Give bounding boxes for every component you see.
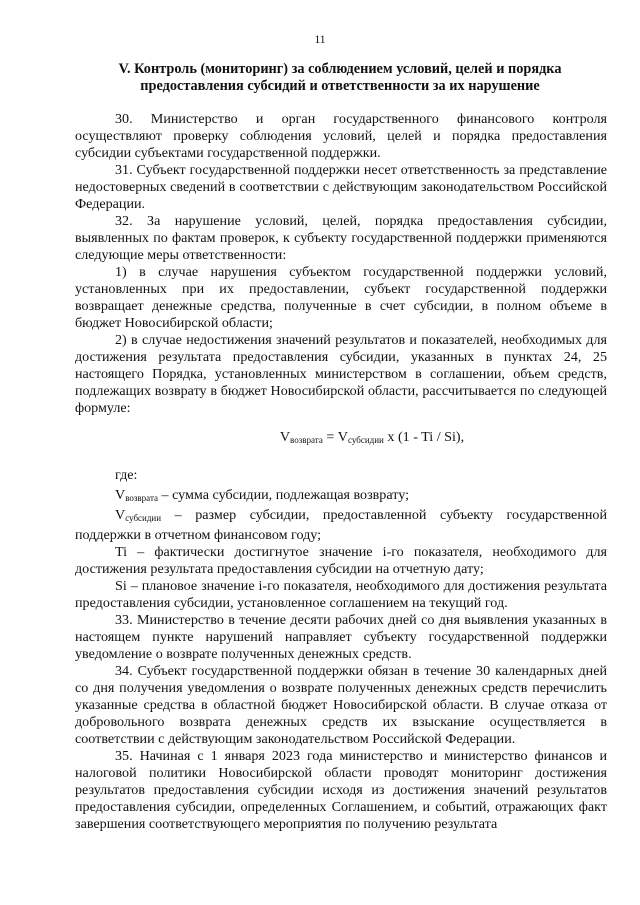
- paragraph-32-item-2: 2) в случае недостижения значений результатов и показателей, необходимых для достижения результата предоставления субсидии, указанных в пунктах 24, 25 настоящего Порядка, установленных министерством в соглашении, объем средств, подлежащих возврату в бюджет Новосибирской области, рассчитывается по следующей формуле:: [75, 332, 607, 416]
- paragraph-35: 35. Начиная с 1 января 2023 года министерство и министерство финансов и налоговой политики Новосибирской области проводят мониторинг достижения результатов предоставления субсидии исходя из достижения значений результатов предоставления субсидии, определенных Соглашением, и событий, отражающих факт завершения соответствующего мероприятия по получению результата: [75, 748, 607, 832]
- def-v: V: [115, 487, 126, 503]
- def-v2: V: [115, 507, 126, 523]
- paragraph-31: 31. Субъект государственной поддержки несет ответственность за представление недостоверных сведений в соответствии с действующим законодательством Российской Федерации.: [75, 162, 607, 212]
- document-body: [75, 111, 607, 833]
- def-text-subsidy: – размер субсидии, предоставленной субъекту государственной поддержки в отчетном финансовом году;: [75, 507, 607, 543]
- def-sub-subsidy: субсидии: [125, 513, 162, 523]
- def-text-return: – сумма субсидии, подлежащая возврату;: [157, 487, 409, 503]
- formula-sub-return: возврата: [290, 435, 323, 445]
- formula-sub-subsidy: субсидии: [348, 435, 384, 445]
- paragraph-32: 32. За нарушение условий, целей, порядка предоставления субсидии, выявленных по фактам проверок, к субъекту государственной поддержки применяются следующие меры ответственности:: [75, 213, 607, 263]
- paragraph-34: 34. Субъект государственной поддержки обязан в течение 30 календарных дней со дня получения уведомления о возврате полученных денежных средств перечислить указанные средства в областной бюджет Новосибирской области. В случае отказа от добровольного возврата денежных средств их взыскание осуществляется в соответствии с действующим законодательством Российской Федерации.: [75, 663, 607, 747]
- def-sub-return: возврата: [125, 493, 158, 503]
- formula-rest: x (1 - Ti / Si),: [383, 429, 465, 445]
- definition-si: Si – плановое значение i-го показателя, необходимого для достижения результата предоставления субсидии, установленное соглашением на текущий год.: [75, 578, 607, 611]
- paragraph-33: 33. Министерство в течение десяти рабочих дней со дня выявления указанных в настоящем пункте нарушений направляет субъекту государственной поддержки уведомление о возврате полученных денежных средств.: [75, 612, 607, 662]
- definition-v-subsidy: [75, 507, 607, 544]
- paragraph-30: 30. Министерство и орган государственного финансового контроля осуществляют проверку соблюдения условий, целей и порядка предоставления субсидии субъектами государственной поддержки.: [75, 111, 607, 161]
- paragraph-32-item-1: 1) в случае нарушения субъектом государственной поддержки условий, установленных при их предоставлении, субъект государственной поддержки возвращает денежные средства, полученные в счет субсидии, в полном объеме в бюджет Новосибирской области;: [75, 264, 607, 331]
- definition-ti: Ti – фактически достигнутое значение i-го показателя, необходимого для достижения результата предоставления субсидии на отчетную дату;: [75, 544, 607, 577]
- refund-formula: [75, 429, 607, 449]
- formula-v: V: [279, 429, 291, 445]
- section-heading: V. Контроль (мониторинг) за соблюдением условий, целей и порядка предоставления субсидий и ответственности за их нарушение: [118, 61, 562, 94]
- formula-equals: = V: [322, 429, 348, 445]
- definition-v-return: [75, 487, 607, 507]
- where-label: где:: [115, 467, 138, 483]
- page-number: 11: [314, 34, 326, 46]
